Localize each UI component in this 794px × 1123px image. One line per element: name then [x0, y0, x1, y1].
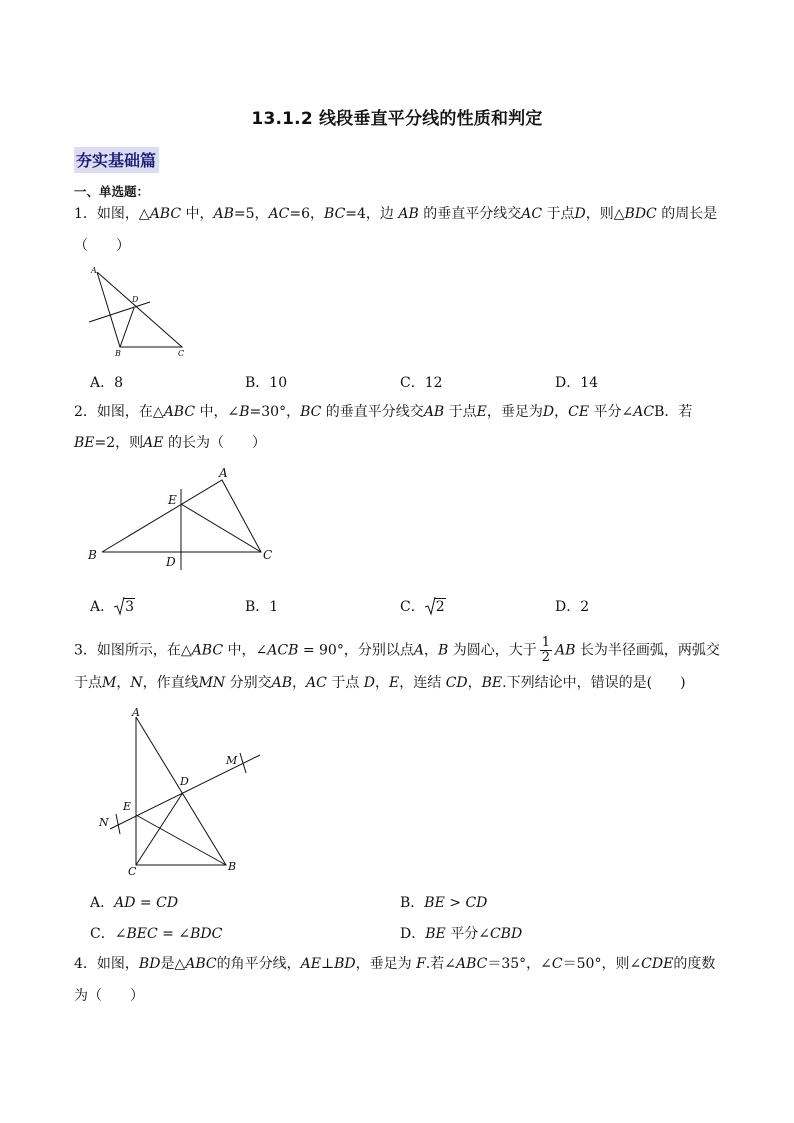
- q2-label-D: D: [166, 555, 176, 569]
- q3-label-M: M: [226, 754, 238, 767]
- q3-label-C: C: [128, 865, 137, 878]
- q2-option-b[interactable]: B．1: [245, 599, 279, 615]
- subsection-heading: 一、单选题：: [74, 184, 150, 199]
- q1-stem: 1．如图，△ABC 中，AB=5，AC=6，BC=4，边 AB 的垂直平分线交AC 于点D，则△BDC 的周长是: [74, 206, 718, 222]
- q3-figure: [94, 702, 274, 882]
- q4-stem: 4．如图，BD是△ABC的角平分线，AE⊥BD，垂足为 F.若∠ABC＝35°，∠C＝50°，则∠CDE的度数: [74, 956, 716, 972]
- q3-option-a[interactable]: A．AD = CD: [90, 895, 179, 911]
- q3-label-N: N: [99, 816, 109, 829]
- page-title: 13.1.2 线段垂直平分线的性质和判定: [251, 109, 543, 129]
- q3-fraction: $\frac{1}{2}$: [541, 635, 550, 665]
- q2-label-E: E: [168, 493, 177, 507]
- q3-option-b[interactable]: B．BE > CD: [400, 895, 488, 911]
- q2-label-B: B: [88, 548, 97, 562]
- q1-option-c[interactable]: C．12: [400, 375, 443, 391]
- q3-stem: 3．如图所示，在△ABC 中，∠ACB = 90°，分别以点A，B 为圆心，大于 $\frac{1}{2}$ AB 长为半径画弧，两弧交: [74, 635, 720, 665]
- q1-label-D: D: [132, 295, 139, 304]
- q3-label-A: A: [132, 706, 140, 719]
- q1-label-B: B: [115, 349, 121, 358]
- q3-option-c[interactable]: C．∠BEC = ∠BDC: [90, 926, 223, 942]
- q1-option-a[interactable]: A．8: [90, 375, 124, 391]
- q1-stem-cont: （ ）: [74, 238, 130, 254]
- q3-option-d[interactable]: D．BE 平分∠CBD: [400, 926, 523, 942]
- q1-label-C: C: [178, 349, 185, 358]
- q2-label-C: C: [263, 548, 273, 562]
- section-heading: 夯实基础篇: [74, 147, 159, 173]
- q1-label-A: A: [91, 266, 97, 275]
- q4-stem-cont: 为（ ）: [74, 988, 144, 1004]
- q2-label-A: A: [219, 466, 228, 480]
- q1-option-d[interactable]: D．14: [555, 375, 599, 391]
- q3-stem-cont: 于点M，N，作直线MN 分别交AB，AC 于点 D，E，连结 CD，BE.下列结论中，错误的是( ): [74, 675, 686, 691]
- q2-stem-cont: BE=2，则AE 的长为（ ）: [74, 435, 266, 451]
- q2-option-c[interactable]: C． 2: [400, 599, 445, 615]
- q2-stem: 2．如图，在△ABC 中，∠B=30°，BC 的垂直平分线交AB 于点E，垂足为D，CE 平分∠ACB．若: [74, 404, 693, 420]
- q3-label-B: B: [228, 860, 237, 873]
- q2-figure: [86, 462, 286, 574]
- q2-option-a[interactable]: A． 3: [90, 599, 135, 615]
- q2-option-d[interactable]: D．2: [555, 599, 590, 615]
- q1-figure: [80, 262, 200, 362]
- q3-label-E: E: [123, 800, 132, 813]
- q1-option-b[interactable]: B．10: [245, 375, 288, 391]
- q3-label-D: D: [180, 775, 189, 788]
